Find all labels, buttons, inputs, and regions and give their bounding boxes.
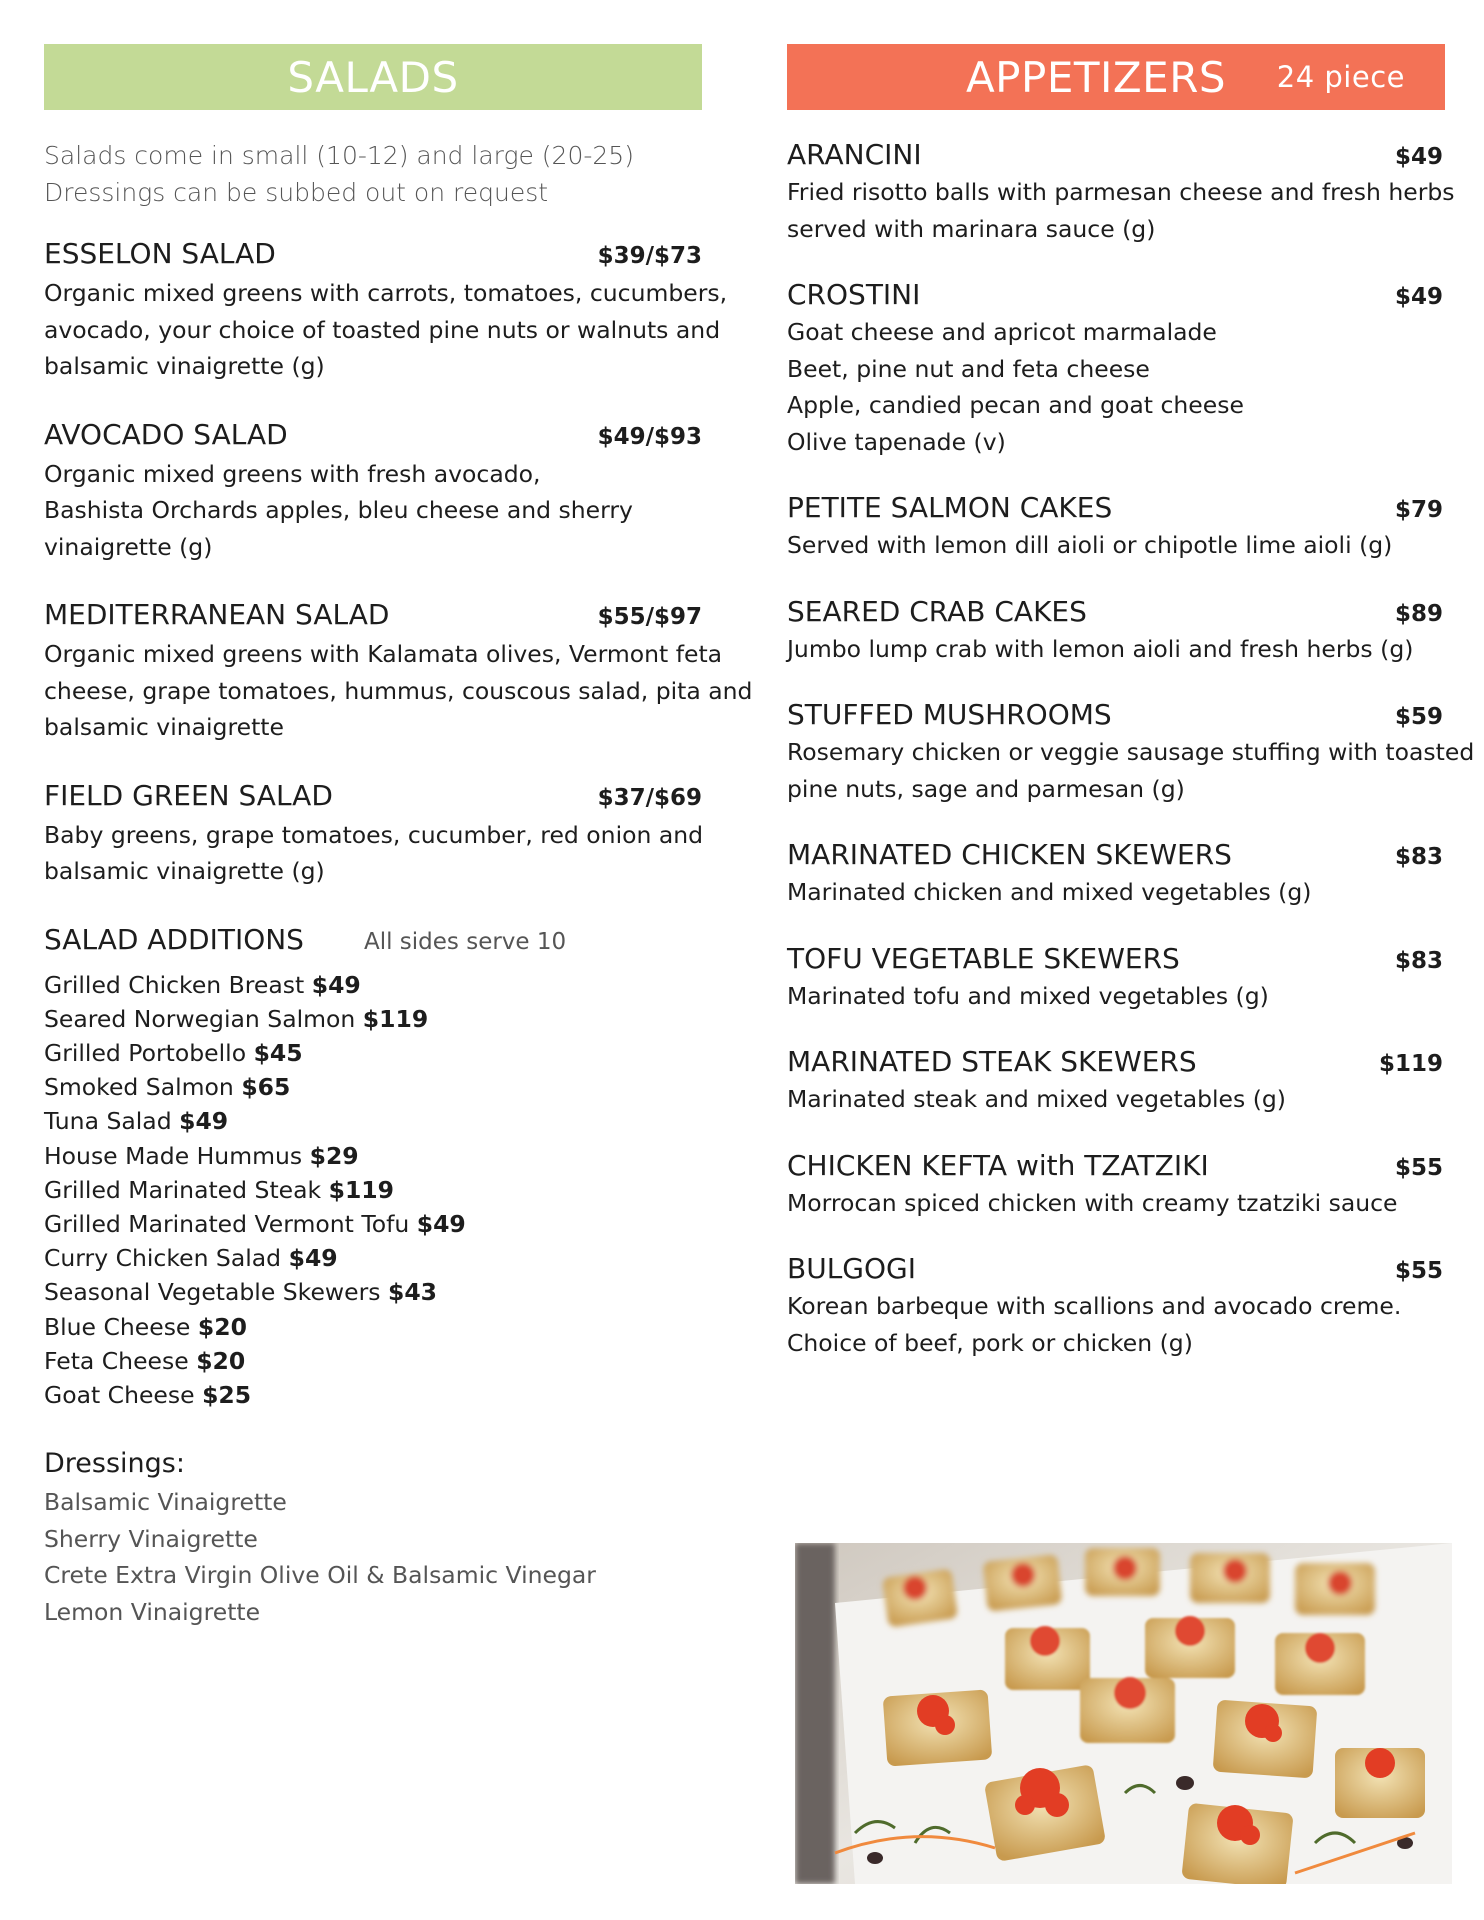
description-line: Baby greens, grape tomatoes, cucumber, red onion and (44, 820, 704, 849)
menu-item-description (787, 314, 1445, 460)
menu-item-name: FIELD GREEN SALAD (44, 778, 333, 812)
addition-name: Curry Chicken Salad (44, 1244, 282, 1273)
menu-item (44, 598, 753, 746)
addition-name: Grilled Marinated Steak (44, 1175, 322, 1204)
addition-name: Seared Norwegian Salmon (44, 1004, 356, 1033)
description-line: Organic mixed greens with fresh avocado, (44, 459, 541, 488)
addition-price: $20 (196, 1346, 246, 1375)
addition-price: $119 (328, 1175, 395, 1204)
menu-item-price: $55 (1394, 1258, 1443, 1284)
menu-item-price: $55/$97 (597, 604, 702, 630)
dressings-title-text: Dressings (44, 1448, 176, 1480)
description-line: cheese, grape tomatoes, hummus, couscous salad, pita and (44, 676, 753, 705)
addition-item (44, 1378, 704, 1412)
menu-item-header (787, 838, 1445, 874)
menu-item-name: BULGOGI (787, 1252, 916, 1285)
addition-item (44, 1241, 704, 1275)
addition-price: $45 (253, 1038, 303, 1067)
menu-item-name: ARANCINI (787, 138, 922, 171)
menu-item-header (787, 138, 1445, 174)
menu-item-name: PETITE SALMON CAKES (787, 491, 1113, 524)
addition-price: $119 (362, 1004, 429, 1033)
menu-item-price: $59 (1394, 704, 1443, 730)
addition-item (44, 1173, 704, 1207)
menu-item (787, 942, 1445, 1015)
description-line: vinaigrette (g) (44, 532, 213, 561)
description-line: Choice of beef, pork or chicken (g) (787, 1328, 1193, 1357)
menu-item-header (787, 1045, 1445, 1081)
description-line: balsamic vinaigrette (44, 713, 284, 741)
description-line: avocado, your choice of toasted pine nuts or walnuts and (44, 315, 721, 344)
menu-item-price: $39/$73 (597, 243, 702, 269)
menu-item-name: CROSTINI (787, 278, 921, 311)
menu-item-price: $83 (1394, 947, 1443, 974)
appetizers-banner (787, 44, 1445, 110)
menu-item (787, 1149, 1445, 1222)
description-line: balsamic vinaigrette (g) (44, 857, 325, 885)
salads-intro-line: Salads come in small (10-12) and large (20-25) (44, 141, 634, 170)
menu-item-header (787, 278, 1445, 314)
menu-item (787, 1252, 1445, 1361)
appetizers-column (787, 138, 1475, 1392)
menu-item (787, 1045, 1445, 1118)
menu-item-name: STUFFED MUSHROOMS (787, 698, 1112, 731)
menu-item-header (44, 598, 704, 636)
dressings-title-colon: : (175, 1448, 185, 1480)
menu-item-price: $49 (1394, 144, 1443, 170)
menu-item (787, 138, 1455, 247)
appetizer-photo (795, 1543, 1452, 1884)
crostini-platter-image (795, 1543, 1452, 1884)
dressing-item: Balsamic Vinaigrette (44, 1488, 287, 1517)
addition-price: $49 (311, 970, 361, 999)
menu-item-price: $79 (1394, 497, 1443, 523)
menu-item-header (787, 1149, 1445, 1185)
menu-item-header (787, 942, 1445, 978)
description-line: Korean barbeque with scallions and avocado creme. (787, 1292, 1402, 1320)
addition-price: $43 (387, 1278, 438, 1307)
dressing-item: Lemon Vinaigrette (44, 1597, 261, 1626)
menu-item-description (44, 636, 753, 746)
menu-item-description (787, 527, 1445, 564)
addition-price: $49 (179, 1107, 229, 1136)
addition-name: Blue Cheese (44, 1312, 191, 1341)
description-line: Bashista Orchards apples, bleu cheese and sherry (44, 496, 633, 524)
menu-item (44, 418, 704, 566)
appetizer-item-list (787, 138, 1475, 1361)
addition-price: $49 (288, 1244, 338, 1273)
addition-item (44, 1036, 704, 1070)
menu-item (787, 278, 1445, 460)
addition-item (44, 1104, 704, 1138)
addition-item (44, 1070, 704, 1104)
menu-item-header (787, 1252, 1445, 1288)
addition-item (44, 1275, 704, 1309)
menu-item-price: $119 (1378, 1051, 1443, 1077)
description-line: Served with lemon dill aioli or chipotle lime aioli (g) (787, 531, 1393, 559)
menu-item (787, 698, 1475, 807)
salad-additions-header (44, 923, 704, 956)
menu-item (787, 595, 1445, 668)
description-line: Rosemary chicken or veggie sausage stuffing with toasted (787, 738, 1475, 766)
addition-name: Tuna Salad (44, 1107, 172, 1136)
addition-item (44, 1139, 704, 1173)
menu-item-name: ESSELON SALAD (44, 237, 276, 270)
dressings-list (44, 1484, 704, 1630)
menu-item-price: $49 (1394, 284, 1443, 310)
addition-price: $49 (416, 1209, 466, 1238)
dressings-title (44, 1444, 704, 1484)
addition-price: $20 (197, 1312, 247, 1341)
addition-item (44, 1310, 704, 1344)
addition-name: Grilled Chicken Breast (44, 970, 305, 999)
menu-item (787, 838, 1445, 911)
appetizers-banner-subtitle: 24 piece (1276, 60, 1405, 94)
salad-additions-title: SALAD ADDITIONS (44, 922, 304, 956)
menu-item-description (44, 275, 728, 385)
menu-item-description (787, 1081, 1445, 1118)
menu-item (787, 491, 1445, 564)
addition-name: Smoked Salmon (44, 1073, 234, 1102)
addition-name: Grilled Portobello (44, 1038, 247, 1067)
description-line: Organic mixed greens with carrots, tomatoes, cucumbers, (44, 279, 728, 307)
salads-column (44, 137, 753, 1630)
menu-item-description (787, 174, 1455, 247)
menu-item-price: $37/$69 (597, 784, 702, 811)
menu-item-description (44, 817, 704, 890)
addition-item (44, 968, 704, 1002)
salads-intro (44, 137, 704, 211)
addition-name: Seasonal Vegetable Skewers (44, 1278, 381, 1307)
menu-item-price: $55 (1394, 1154, 1443, 1181)
menu-item (44, 779, 704, 890)
description-line: pine nuts, sage and parmesan (g) (787, 774, 1185, 803)
menu-item (44, 237, 728, 385)
addition-name: Feta Cheese (44, 1346, 189, 1375)
description-line: Goat cheese and apricot marmalade (787, 318, 1217, 346)
menu-item-description (787, 1288, 1445, 1361)
description-line: Fried risotto balls with parmesan cheese and fresh herbs (787, 178, 1455, 206)
menu-item-name: MEDITERRANEAN SALAD (44, 598, 390, 631)
menu-item-header (44, 779, 704, 817)
dressing-item: Crete Extra Virgin Olive Oil & Balsamic Vinegar (44, 1561, 596, 1590)
addition-item (44, 1207, 704, 1241)
menu-item-description (787, 1185, 1445, 1222)
description-line: Organic mixed greens with Kalamata olives, Vermont feta (44, 640, 723, 668)
dressing-item: Sherry Vinaigrette (44, 1524, 258, 1553)
addition-price: $65 (241, 1073, 291, 1102)
menu-item-name: SEARED CRAB CAKES (787, 594, 1087, 628)
menu-item-header (787, 595, 1445, 631)
salads-banner-title: SALADS (287, 52, 459, 102)
menu-item-name: CHICKEN KEFTA with TZATZIKI (787, 1148, 1209, 1182)
description-line: Apple, candied pecan and goat cheese (787, 391, 1244, 419)
description-line: Marinated chicken and mixed vegetables (g) (787, 878, 1312, 906)
menu-item-description (787, 631, 1445, 668)
description-line: served with marinara sauce (g) (787, 214, 1156, 243)
appetizers-banner-title: APPETIZERS (965, 52, 1227, 102)
menu-item-header (44, 237, 704, 275)
salads-banner (44, 44, 702, 110)
addition-name: House Made Hummus (44, 1141, 303, 1170)
menu-item-name: MARINATED STEAK SKEWERS (787, 1045, 1197, 1078)
menu-item-name: TOFU VEGETABLE SKEWERS (787, 941, 1180, 975)
menu-item-price: $89 (1394, 600, 1443, 627)
menu-item-header (787, 698, 1445, 734)
menu-item-description (787, 734, 1475, 807)
addition-item (44, 1344, 704, 1378)
addition-name: Goat Cheese (44, 1380, 195, 1409)
salads-intro-line: Dressings can be subbed out on request (44, 178, 549, 207)
menu-item-header (787, 491, 1445, 527)
addition-item (44, 1002, 704, 1036)
menu-item-price: $49/$93 (597, 423, 702, 450)
description-line: Marinated tofu and mixed vegetables (g) (787, 981, 1269, 1010)
menu-item-description (787, 874, 1445, 911)
description-line: Beet, pine nut and feta cheese (787, 354, 1150, 383)
description-line: Jumbo lump crab with lemon aioli and fresh herbs (g) (787, 634, 1414, 663)
menu-item-name: AVOCADO SALAD (44, 417, 288, 451)
menu-item-description (787, 978, 1445, 1015)
menu-item-name: MARINATED CHICKEN SKEWERS (787, 838, 1232, 871)
addition-price: $29 (309, 1141, 359, 1170)
description-line: Marinated steak and mixed vegetables (g) (787, 1085, 1286, 1113)
description-line: Olive tapenade (v) (787, 427, 1006, 456)
menu-item-description (44, 456, 704, 566)
description-line: Morrocan spiced chicken with creamy tzatziki sauce (787, 1188, 1398, 1217)
salad-additions-list (44, 968, 704, 1413)
menu-item-price: $83 (1394, 844, 1443, 870)
addition-price: $25 (202, 1380, 252, 1409)
menu-item-header (44, 418, 704, 456)
addition-name: Grilled Marinated Vermont Tofu (44, 1209, 410, 1238)
salad-item-list (44, 237, 753, 890)
description-line: balsamic vinaigrette (g) (44, 352, 325, 380)
salad-additions-note: All sides serve 10 (363, 928, 567, 955)
